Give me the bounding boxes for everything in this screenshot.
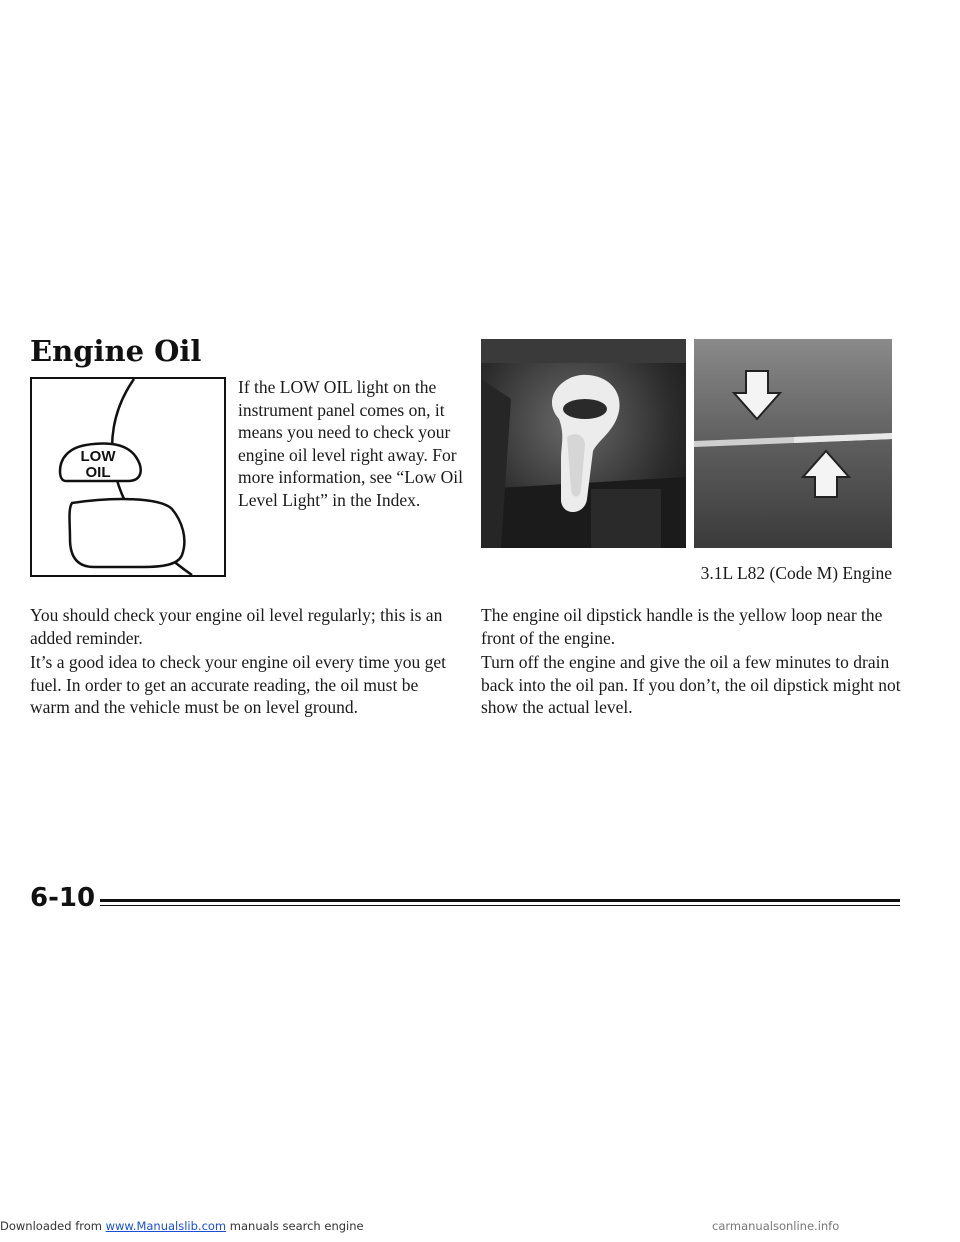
download-footer bbox=[0, 1219, 364, 1233]
page-number: 6-10 bbox=[30, 883, 96, 913]
left-paragraph-1: You should check your engine oil level regularly; this is an added reminder. bbox=[30, 605, 443, 648]
dipstick-handle-photo bbox=[481, 339, 686, 548]
footer-suffix: manuals search engine bbox=[226, 1219, 364, 1233]
warning-light-line2: OIL bbox=[85, 464, 111, 481]
left-paragraph-2: It’s a good idea to check your engine oil every time you get fuel. In order to get an accurate reading, the oil must be warm and the vehicle must be on level ground. bbox=[30, 652, 446, 717]
page-rule-bottom bbox=[100, 905, 900, 906]
photo-caption: 3.1L L82 (Code M) Engine bbox=[700, 563, 892, 583]
footer-prefix: Downloaded from bbox=[0, 1219, 106, 1233]
right-paragraph-2: Turn off the engine and give the oil a few minutes to drain back into the oil pan. If you don’t, the oil dipstick might not show the actual level. bbox=[481, 652, 901, 717]
low-oil-intro-text: If the LOW OIL light on the instrument panel comes on, it means you need to check your engine oil level right away. For more information, see “Low Oil Level Light” in the Index. bbox=[238, 377, 464, 510]
low-oil-light-illustration bbox=[30, 377, 226, 577]
watermark-text: carmanualsonline.info bbox=[712, 1219, 840, 1233]
page-title: Engine Oil bbox=[30, 334, 202, 368]
right-paragraph-1: The engine oil dipstick handle is the yellow loop near the front of the engine. bbox=[481, 605, 883, 648]
warning-light-line1: LOW bbox=[80, 448, 116, 465]
lamp-lens-outline-icon bbox=[70, 499, 185, 567]
page-rule-top bbox=[100, 899, 900, 902]
manualslib-link[interactable]: www.Manualslib.com bbox=[105, 1219, 227, 1233]
dipstick-level-marks-photo bbox=[694, 339, 892, 548]
